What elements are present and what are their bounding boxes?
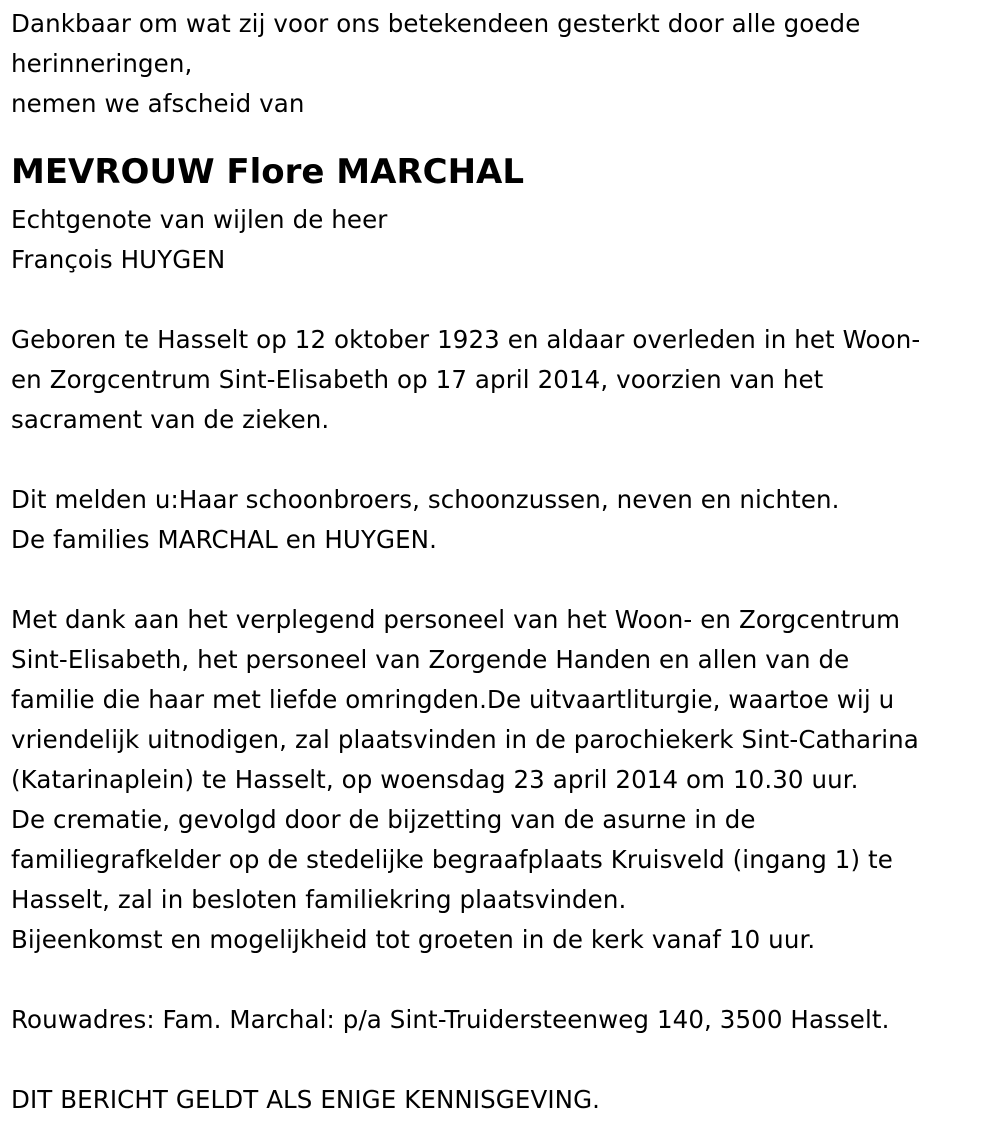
announcers-line: Dit melden u:Haar schoonbroers, schoonzussen, neven en nichten.	[11, 485, 840, 514]
thanks-line: De crematie, gevolgd door de bijzetting van de asurne in de	[11, 805, 756, 834]
deceased-section	[11, 148, 991, 280]
intro-section	[11, 4, 991, 124]
intro-line: herinneringen,	[11, 49, 193, 78]
spacer	[11, 960, 991, 1000]
thanks-section	[11, 600, 991, 960]
announcers-section	[11, 480, 991, 560]
spouse-line: Echtgenote van wijlen de heer	[11, 205, 388, 234]
announcers-line: De families MARCHAL en HUYGEN.	[11, 525, 437, 554]
spacer	[11, 560, 991, 600]
deceased-name: MEVROUW Flore MARCHAL	[11, 152, 525, 192]
address-line: Rouwadres: Fam. Marchal: p/a Sint-Truidersteenweg 140, 3500 Hasselt.	[11, 1005, 890, 1034]
address-section	[11, 1000, 991, 1040]
birth-death-line: Geboren te Hasselt op 12 oktober 1923 en aldaar overleden in het Woon-	[11, 325, 921, 354]
birth-death-line: en Zorgcentrum Sint-Elisabeth op 17 april 2014, voorzien van het	[11, 365, 824, 394]
spacer	[11, 280, 991, 320]
thanks-line: Met dank aan het verplegend personeel van het Woon- en Zorgcentrum	[11, 605, 901, 634]
thanks-line: (Katarinaplein) te Hasselt, op woensdag 23 april 2014 om 10.30 uur.	[11, 765, 859, 794]
thanks-line: Bijeenkomst en mogelijkheid tot groeten in de kerk vanaf 10 uur.	[11, 925, 816, 954]
thanks-line: familie die haar met liefde omringden.De uitvaartliturgie, waartoe wij u	[11, 685, 895, 714]
spacer	[11, 1040, 991, 1080]
obituary-document	[11, 4, 991, 1120]
spacer	[11, 124, 991, 148]
thanks-line: Hasselt, zal in besloten familiekring plaatsvinden.	[11, 885, 627, 914]
thanks-line: familiegrafkelder op de stedelijke begraafplaats Kruisveld (ingang 1) te	[11, 845, 893, 874]
spouse-line: François HUYGEN	[11, 245, 226, 274]
notice-section	[11, 1080, 991, 1120]
birth-death-section	[11, 320, 991, 440]
notice-line: DIT BERICHT GELDT ALS ENIGE KENNISGEVING.	[11, 1085, 601, 1114]
thanks-line: vriendelijk uitnodigen, zal plaatsvinden in de parochiekerk Sint-Catharina	[11, 725, 919, 754]
birth-death-line: sacrament van de zieken.	[11, 405, 330, 434]
thanks-line: Sint-Elisabeth, het personeel van Zorgende Handen en allen van de	[11, 645, 850, 674]
spacer	[11, 440, 991, 480]
intro-line: Dankbaar om wat zij voor ons betekendeen gesterkt door alle goede	[11, 9, 861, 38]
intro-line: nemen we afscheid van	[11, 89, 305, 118]
